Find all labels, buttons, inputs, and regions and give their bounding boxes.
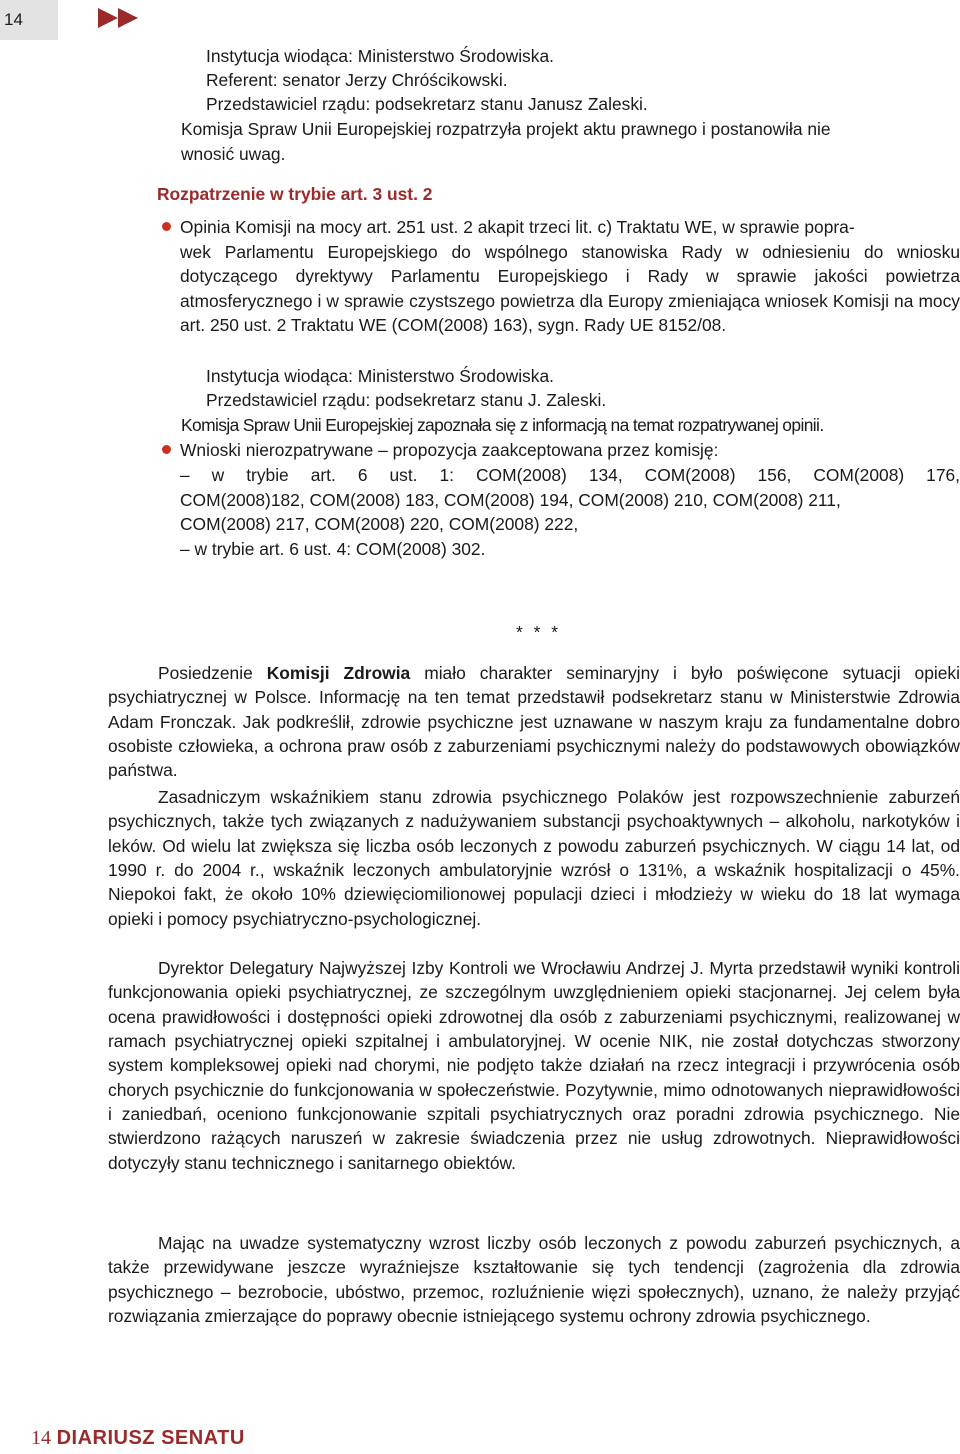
proposals-heading: Wnioski nierozpatrywane – propozycja zaakceptowana przez komisję: [180, 440, 719, 460]
committee-name: Komisji Zdrowia [266, 663, 411, 683]
referent-line: Referent: senator Jerzy Chróścikowski. [206, 70, 508, 90]
proposals-line: – w trybie art. 6 ust. 4: COM(2008) 302. [180, 539, 486, 559]
double-arrow-icon [96, 6, 144, 30]
footer-brand: DIARIUSZ SENATU [56, 1427, 245, 1449]
representative-line: Przedstawiciel rządu: podsekretarz stanu Janusz Zaleski. [206, 94, 648, 114]
opinion-text: wek Parlamentu Europejskiego do wspólnego stanowiska Rady w odniesieniu do wniosku dotyczącego dyrektywy Parlamentu Europejskiego i Rady w sprawie jakości powietrza atmosferycznego i w sprawie czystszego powietrza dla Europy zmieniająca wniosek Komisji na mocy art. 250 ust. 2 Traktatu WE (COM(2008) 163), sygn. Rady UE 8152/08. [180, 242, 960, 335]
article-paragraph: Posiedzenie Komisji Zdrowia miało charakter seminaryjny i było poświęcone sytuacji opieki psychiatrycznej w Polsce. Informację na ten temat przedstawił podsekretarz stanu w Ministerstwie Zdrowia Adam Fronczak. Jak podkreślił, zdrowie psychiczne jest uznawane w naszym kraju za fundamentalne dobro osobiste człowieka, a ochrona praw osób z zaburzeniami psychicznymi należy do podstawowych obowiązków państwa. [108, 663, 960, 781]
article-paragraph: Dyrektor Delegatury Najwyższej Izby Kontroli we Wrocławiu Andrzej J. Myrta przedstawił wyniki kontroli funkcjonowania opieki psychiatrycznej, ze szczególnym uwzględnieniem opieki stacjonarnej. Jej celem była ocena prawidłowości i dostępności opieki zdrowotnej dla osób z zaburzeniami psychicznymi, realizowanej w ramach psychiatrycznej opieki szpitalnej i ambulatoryjnej. W ocenie NIK, nie został dotychczas stworzony system kompleksowej opieki nad chorymi, nie podjęto także działań na rzecz integracji i przywrócenia osób chorych psychicznie do funkcjonowania w społeczeństwie. Pozytywnie, mimo odnotowanych nieprawidłowości i zaniedbań, oceniono funkcjonowanie szpitali psychiatrycznych oraz poradni zdrowia psychicznego. Nie stwierdzono rażących naruszeń w zakresie świadczenia przez nie usług zdrowotnych. Nieprawidłowości dotyczyły stanu technicznego i sanitarnego obiektów. [108, 958, 960, 1173]
institution-line: Instytucja wiodąca: Ministerstwo Środowiska. [206, 46, 554, 66]
footer [31, 1424, 245, 1452]
committee-decision-line: Komisja Spraw Unii Europejskiej rozpatrzyła projekt aktu prawnego i postanowiła nie [181, 119, 831, 139]
section-heading: Rozpatrzenie w trybie art. 3 ust. 2 [157, 184, 433, 204]
proposals-line: – w trybie art. 6 ust. 1: COM(2008) 134, COM(2008) 156, COM(2008) 176, [180, 465, 960, 485]
committee-note: Komisja Spraw Unii Europejskiej zapoznała się z informacją na temat rozpatrywanej opinii. [181, 415, 824, 435]
article-paragraph: Zasadniczym wskaźnikiem stanu zdrowia psychicznego Polaków jest rozpowszechnienie zaburzeń psychicznych, także tych związanych z nadużywaniem substancji psychoaktywnych – alkoholu, narkotyków i leków. Od wielu lat zwiększa się liczba osób leczonych z powodu zaburzeń psychicznych. W ciągu 14 lat, od 1990 r. do 2004 r., wskaźnik leczonych ambulatoryjnie wzrósł o 131%, a wskaźnik hospitalizacji o 45%. Niepokoi fakt, że około 10% dziewięciomilionowej populacji dzieci i młodzieży w wieku do 18 lat wymaga opieki i pomocy psychiatryczno-psychologicznej. [108, 787, 960, 929]
page-number-tab [0, 0, 58, 40]
page-number: 14 [4, 10, 23, 29]
proposals-line: COM(2008)182, COM(2008) 183, COM(2008) 194, COM(2008) 210, COM(2008) 211, [180, 490, 841, 510]
footer-page-number: 14 [31, 1427, 51, 1449]
opinion-institution: Instytucja wiodąca: Ministerstwo Środowiska. [206, 366, 554, 386]
opinion-representative: Przedstawiciel rządu: podsekretarz stanu J. Zaleski. [206, 390, 607, 410]
bullet-icon [162, 222, 171, 231]
article-paragraph: Mając na uwadze systematyczny wzrost liczby osób leczonych z powodu zaburzeń psychicznych, a także przewidywane jeszcze wyraźniejsze kształtowanie się tych tendencji (zagrożenia dla zdrowia psychicznego – bezrobocie, ubóstwo, przemoc, rozluźnienie więzi społecznych), uznano, że należy przyjąć rozwiązania zmierzające do poprawy obecnie istniejącego systemu ochrony zdrowia psychicznego. [108, 1233, 960, 1327]
bullet-icon [162, 445, 171, 454]
section-separator: * * * [516, 622, 561, 642]
opinion-first-line: Opinia Komisji na mocy art. 251 ust. 2 akapit trzeci lit. c) Traktatu WE, w sprawie popra- [180, 217, 855, 237]
committee-decision-line-cont: wnosić uwag. [181, 144, 286, 164]
proposals-line: COM(2008) 217, COM(2008) 220, COM(2008) 222, [180, 514, 579, 534]
